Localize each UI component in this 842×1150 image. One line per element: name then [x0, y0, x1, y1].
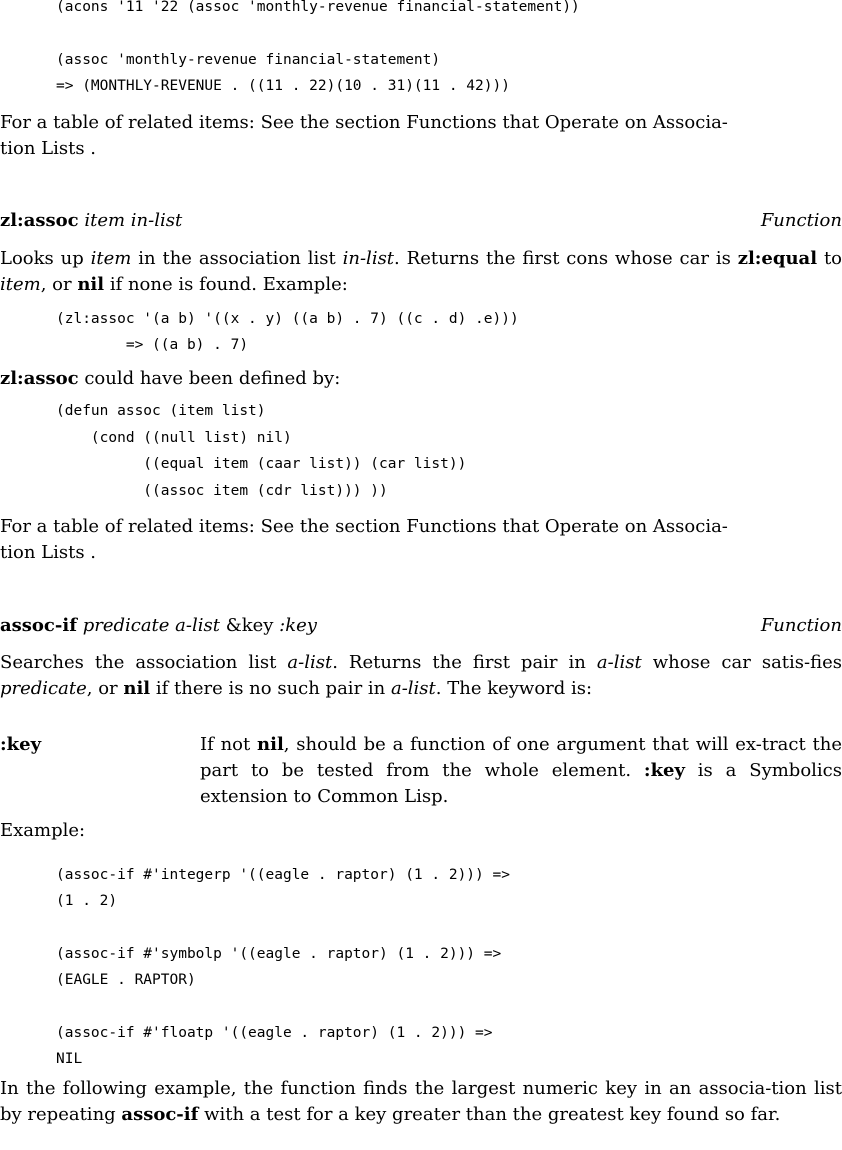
- related-lead: For a table of related items: See the section: [0, 112, 407, 133]
- zl-assoc-args: item in-list: [84, 210, 183, 231]
- desc-text: Looks up: [0, 248, 91, 269]
- keyword-description-key: [200, 732, 842, 810]
- zl-assoc-example-line-2: => ((a b) . 7): [56, 337, 249, 353]
- desc-bold: nil: [77, 274, 105, 295]
- following-text: In the following example, the function finds the largest numeric key in an associa-tion list by repeating: [0, 1078, 842, 1125]
- keyword-term-key: :key: [0, 734, 42, 755]
- definition-line-3: ((equal item (caar list)) (car list)): [56, 456, 467, 472]
- kw-text: If not: [200, 734, 258, 755]
- definition-line-1: (defun assoc (item list): [56, 403, 266, 419]
- zl-assoc-description: [0, 246, 842, 298]
- desc-text: to: [817, 248, 842, 269]
- desc-text: whose car satis-fies: [641, 652, 842, 673]
- assoc-if-key-arg: :key: [279, 615, 317, 636]
- following-text: with a test for a key greater than the greatest key found so far.: [198, 1104, 781, 1125]
- desc-text: in the association list: [131, 248, 343, 269]
- desc-text: , or: [86, 678, 124, 699]
- desc-text: Searches the association list: [0, 652, 288, 673]
- kw-text: is a Symbolics extension to Common Lisp.: [200, 760, 842, 807]
- assoc-if-kind: Function: [760, 615, 842, 636]
- desc-italic: item: [0, 274, 41, 295]
- example-label: Example:: [0, 820, 86, 841]
- assoc-if-signature: [0, 613, 842, 639]
- desc-italic: a-list: [390, 678, 436, 699]
- assoc-if-description: [0, 650, 842, 702]
- assoc-if-example-2-call: (assoc-if #'symbolp '((eagle . raptor) (1 . 2))) =>: [56, 946, 502, 962]
- desc-text: . Returns the first pair in: [332, 652, 597, 673]
- related-section-link[interactable]: Functions that Operate on Associa-: [406, 516, 728, 537]
- related-section-link[interactable]: Functions that Operate on Associa-: [406, 112, 728, 133]
- desc-text: . Returns the first cons whose car is: [394, 248, 738, 269]
- assoc-if-example-2-result: (EAGLE . RAPTOR): [56, 972, 196, 988]
- definition-line-2: (cond ((null list) nil): [56, 430, 292, 446]
- related-items-paragraph-1: [0, 110, 842, 162]
- related-lead: For a table of related items: See the section: [0, 516, 407, 537]
- assoc-if-name: assoc-if: [0, 615, 77, 636]
- kw-text: , should be a function of one argument that will ex-tract the part to be tested from the whole element.: [200, 734, 842, 781]
- related-section-link-tail[interactable]: tion Lists: [0, 138, 85, 159]
- kw-bold: :key: [643, 760, 685, 781]
- zl-assoc-example-line-1: (zl:assoc '(a b) '((x . y) ((a b) . 7) ((c . d) .e))): [56, 311, 519, 327]
- desc-italic: a-list: [287, 652, 333, 673]
- assoc-if-key-keyword: &key: [219, 615, 280, 636]
- desc-text: . The keyword is:: [435, 678, 593, 699]
- desc-text: , or: [40, 274, 78, 295]
- desc-italic: predicate: [0, 678, 87, 699]
- related-end: .: [84, 138, 97, 159]
- defined-by-text: could have been defined by:: [78, 368, 341, 389]
- zl-assoc-defined-by: [0, 366, 842, 392]
- assoc-if-example-3-result: NIL: [56, 1051, 83, 1067]
- assoc-if-example-1-result: (1 . 2): [56, 893, 118, 909]
- kw-bold: nil: [257, 734, 284, 755]
- assoc-if-example-1-call: (assoc-if #'integerp '((eagle . raptor) (1 . 2))) =>: [56, 867, 510, 883]
- desc-text: if there is no such pair in: [150, 678, 391, 699]
- zl-assoc-name: zl:assoc: [0, 210, 79, 231]
- desc-italic: in-list: [342, 248, 395, 269]
- code-assoc-result-line: => (MONTHLY-REVENUE . ((11 . 22)(10 . 31)(11 . 42))): [56, 78, 510, 94]
- assoc-if-args: predicate a-list: [82, 615, 220, 636]
- desc-text: if none is found. Example:: [104, 274, 348, 295]
- assoc-if-example-3-call: (assoc-if #'floatp '((eagle . raptor) (1 . 2))) =>: [56, 1025, 493, 1041]
- desc-italic: item: [90, 248, 132, 269]
- related-items-paragraph-2: [0, 514, 842, 566]
- desc-bold: zl:equal: [737, 248, 818, 269]
- definition-line-4: ((assoc item (cdr list))) )): [56, 483, 388, 499]
- zl-assoc-kind: Function: [760, 210, 842, 231]
- code-assoc-line: (assoc 'monthly-revenue financial-statement): [56, 52, 441, 68]
- related-section-link-tail[interactable]: tion Lists: [0, 542, 85, 563]
- related-end: .: [84, 542, 97, 563]
- desc-italic: a-list: [596, 652, 642, 673]
- defined-by-bold: zl:assoc: [0, 368, 79, 389]
- following-bold: assoc-if: [121, 1104, 199, 1125]
- code-acons-line: (acons '11 '22 (assoc 'monthly-revenue financial-statement)): [56, 0, 580, 15]
- desc-bold: nil: [123, 678, 151, 699]
- following-example-paragraph: [0, 1076, 842, 1128]
- zl-assoc-signature: [0, 208, 842, 234]
